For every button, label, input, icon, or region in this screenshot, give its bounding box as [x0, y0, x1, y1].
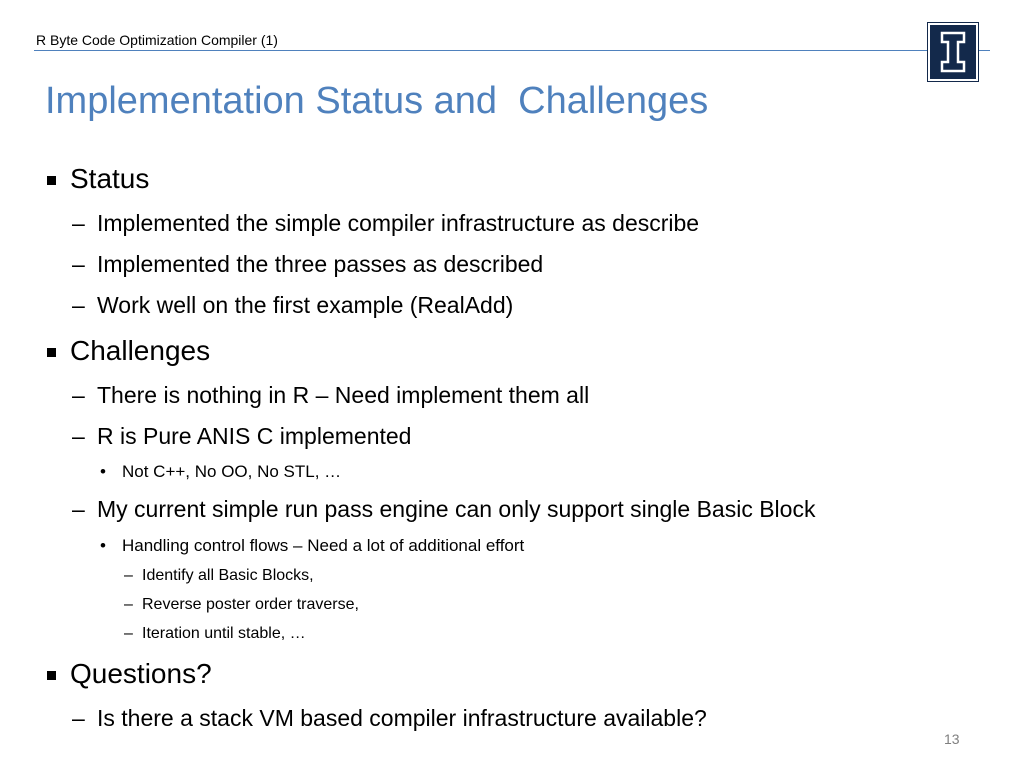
list-item: There is nothing in R – Need implement them all	[97, 382, 590, 408]
header-rule	[34, 50, 990, 51]
dash-bullet: –	[72, 423, 85, 449]
slide-title: Implementation Status and Challenges	[45, 80, 709, 122]
dash-bullet: –	[72, 292, 85, 318]
dot-bullet: •	[100, 462, 106, 481]
section-heading-questions: Questions?	[70, 658, 212, 689]
section-heading-status: Status	[70, 163, 150, 194]
dash-bullet: –	[124, 625, 133, 642]
page-number: 13	[944, 731, 960, 747]
sub-list-item: Not C++, No OO, No STL, …	[122, 462, 342, 481]
dash-bullet: –	[72, 496, 85, 522]
square-bullet-icon	[47, 671, 56, 680]
dash-bullet: –	[72, 382, 85, 408]
university-logo	[928, 23, 978, 81]
list-item: Implemented the three passes as described	[97, 251, 544, 277]
dash-bullet: –	[72, 251, 85, 277]
list-item: Work well on the first example (RealAdd)	[97, 292, 514, 318]
list-item: Is there a stack VM based compiler infrastructure available?	[97, 705, 707, 731]
step-item: Iteration until stable, …	[142, 625, 306, 642]
sub-list-item: Handling control flows – Need a lot of additional effort	[122, 536, 525, 555]
list-item: R is Pure ANIS C implemented	[97, 423, 412, 449]
square-bullet-icon	[47, 348, 56, 357]
section-heading-challenges: Challenges	[70, 335, 211, 366]
list-item: My current simple run pass engine can only support single Basic Block	[97, 496, 816, 522]
block-i-icon	[930, 25, 976, 79]
step-item: Identify all Basic Blocks,	[142, 567, 314, 584]
dot-bullet: •	[100, 536, 106, 555]
header-text: R Byte Code Optimization Compiler (1)	[36, 32, 278, 48]
dash-bullet: –	[124, 596, 133, 613]
step-item: Reverse poster order traverse,	[142, 596, 359, 613]
square-bullet-icon	[47, 176, 56, 185]
dash-bullet: –	[72, 210, 85, 236]
list-item: Implemented the simple compiler infrastructure as describe	[97, 210, 700, 236]
dash-bullet: –	[72, 705, 85, 731]
dash-bullet: –	[124, 567, 133, 584]
